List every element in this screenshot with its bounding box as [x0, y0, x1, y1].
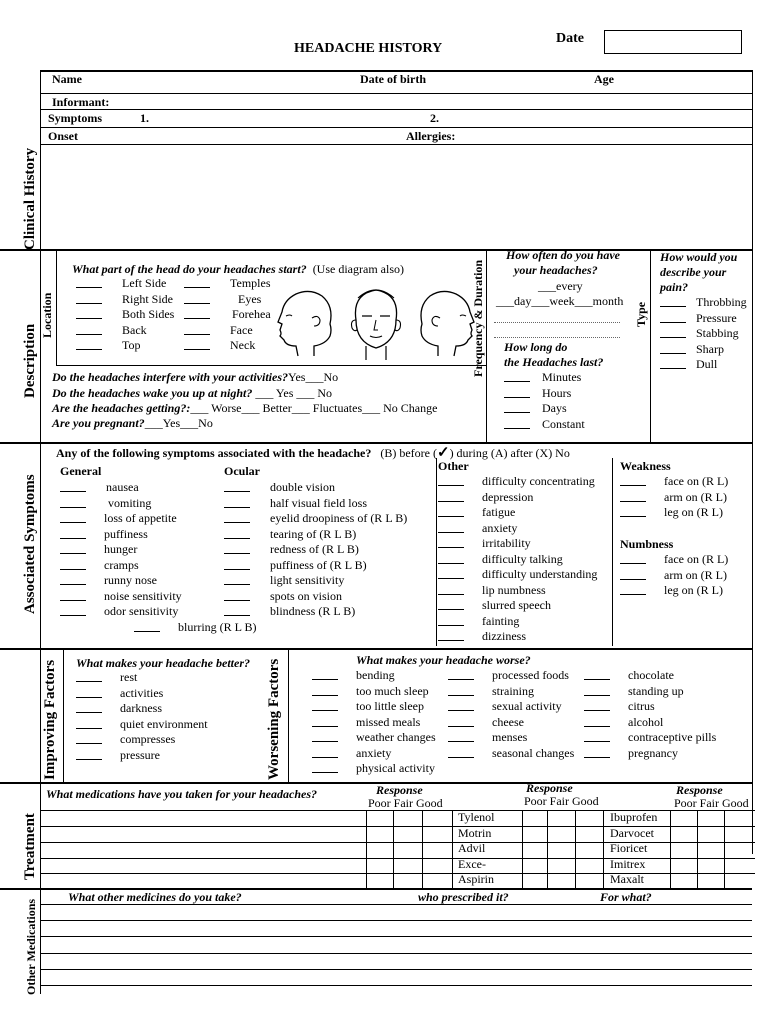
section-location: Location: [40, 292, 54, 338]
improving-question: What makes your headache better?: [76, 656, 250, 670]
onset-label: Onset: [48, 129, 78, 143]
dob-label: Date of birth: [360, 72, 426, 86]
response-label-2: Response: [526, 781, 573, 795]
date-label: Date: [556, 31, 584, 46]
name-label: Name: [52, 72, 82, 86]
section-other-medications: Other Medications: [24, 898, 38, 995]
numbness-label: Numbness: [620, 537, 674, 551]
improving-list: rest activities darkness quiet environment compresses pressure: [76, 670, 208, 763]
weakness-label: Weakness: [620, 459, 671, 473]
page-title: HEADACHE HISTORY: [294, 41, 443, 56]
section-associated-symptoms: Associated Symptoms: [22, 474, 38, 614]
numbness-list: face on (R L) arm on (R L) leg on (R L): [620, 552, 728, 599]
location-question: What part of the head do your headaches start? (Use diagram also): [72, 262, 404, 276]
long-question-line1: How long do: [504, 340, 568, 354]
often-question-line2: your headaches?: [514, 263, 598, 277]
other-label: Other: [438, 459, 469, 473]
worsening-list-3: chocolate standing up citrus alcohol contraceptive pills pregnancy: [584, 668, 716, 761]
duration-list: Minutes Hours Days Constant: [504, 370, 585, 432]
symptom-2-label: 2.: [430, 111, 439, 125]
section-improving-factors: Improving Factors: [42, 659, 58, 780]
type-question-line2: describe your: [660, 265, 727, 279]
response-label-1: Response: [376, 783, 423, 797]
other-symptom-list: difficulty concentrating depression fatigue anxiety irritability difficulty talking difficulty understanding lip numbness slurred speech fainting dizziness: [438, 474, 597, 645]
head-diagram-right-profile[interactable]: [412, 286, 478, 362]
getting-question: Are the headaches getting?:___ Worse___ Better___ Fluctuates___ No Change: [52, 401, 438, 415]
medication-list-b: Ibuprofen Darvocet Fioricet Imitrex Maxalt: [610, 810, 658, 886]
worsening-list-1: bending too much sleep too little sleep missed meals weather changes anxiety physical activity: [312, 668, 436, 777]
period-options[interactable]: ___day___week___month: [496, 294, 624, 308]
pregnant-question: Are you pregnant?___Yes___No: [52, 416, 213, 430]
head-diagram-left-profile[interactable]: [274, 286, 340, 362]
treatment-question: What medications have you taken for your headaches?: [46, 787, 318, 801]
location-left-list: Left Side Right Side Both Sides Back Top: [76, 276, 174, 354]
response-scale-2: Poor Fair Good: [524, 794, 599, 808]
section-worsening-factors: Worsening Factors: [266, 658, 282, 780]
section-clinical-history: Clinical History: [22, 147, 38, 250]
other-medicines-question: What other medicines do you take?: [68, 890, 242, 904]
long-question-line2: the Headaches last?: [504, 355, 604, 369]
symptom-1-label: 1.: [140, 111, 149, 125]
interfere-question: Do the headaches interfere with your activities?Yes___No: [52, 370, 339, 384]
often-question-line1: How often do you have: [506, 248, 620, 262]
prescribed-by-question: who prescribed it?: [418, 890, 509, 904]
ocular-symptom-list: double vision half visual field loss eyelid droopiness of (R L B) tearing of (R L B) redness of (R L B) puffiness of (R L B) light sensitivity spots on vision blindness (R L B): [224, 480, 407, 620]
section-type: Type: [634, 301, 648, 327]
section-treatment: Treatment: [22, 813, 38, 880]
type-question-line1: How would you: [660, 250, 738, 264]
blurring-item: blurring (R L B): [134, 620, 257, 634]
response-scale-1: Poor Fair Good: [368, 796, 443, 810]
response-label-3: Response: [676, 783, 723, 797]
weakness-list: face on (R L) arm on (R L) leg on (R L): [620, 474, 728, 521]
age-label: Age: [594, 72, 614, 86]
informant-label: Informant:: [52, 95, 110, 109]
location-right-list: Temples Eyes Forehea Face Neck: [184, 276, 271, 354]
for-what-question: For what?: [600, 890, 652, 904]
general-symptom-list: nausea vomiting loss of appetite puffiness hunger cramps runny nose noise sensitivity odor sensitivity: [60, 480, 182, 620]
general-label: General: [60, 464, 102, 478]
type-question-line3: pain?: [660, 280, 689, 294]
section-description: Description: [22, 323, 38, 398]
allergies-label: Allergies:: [406, 129, 456, 143]
worsening-question: What makes your headache worse?: [356, 653, 531, 667]
associated-question: Any of the following symptoms associated with the headache? (B) before (✓) during (A) after (X) No: [56, 445, 570, 461]
section-frequency-duration: Frequency & Duration: [471, 259, 485, 377]
head-diagram-front[interactable]: [344, 284, 408, 364]
every-field[interactable]: ___every: [538, 279, 583, 293]
medication-list-a: Tylenol Motrin Advil Exce- Aspirin: [458, 810, 495, 886]
night-question: Do the headaches wake you up at night? ___ Yes ___ No: [52, 386, 333, 400]
worsening-list-2: processed foods straining sexual activity cheese menses seasonal changes: [448, 668, 574, 761]
symptoms-label: Symptoms: [48, 111, 103, 125]
response-scale-3: Poor Fair Good: [674, 796, 749, 810]
date-field[interactable]: [604, 30, 742, 54]
pain-type-list: Throbbing Pressure Stabbing Sharp Dull: [660, 295, 747, 373]
ocular-label: Ocular: [224, 464, 260, 478]
